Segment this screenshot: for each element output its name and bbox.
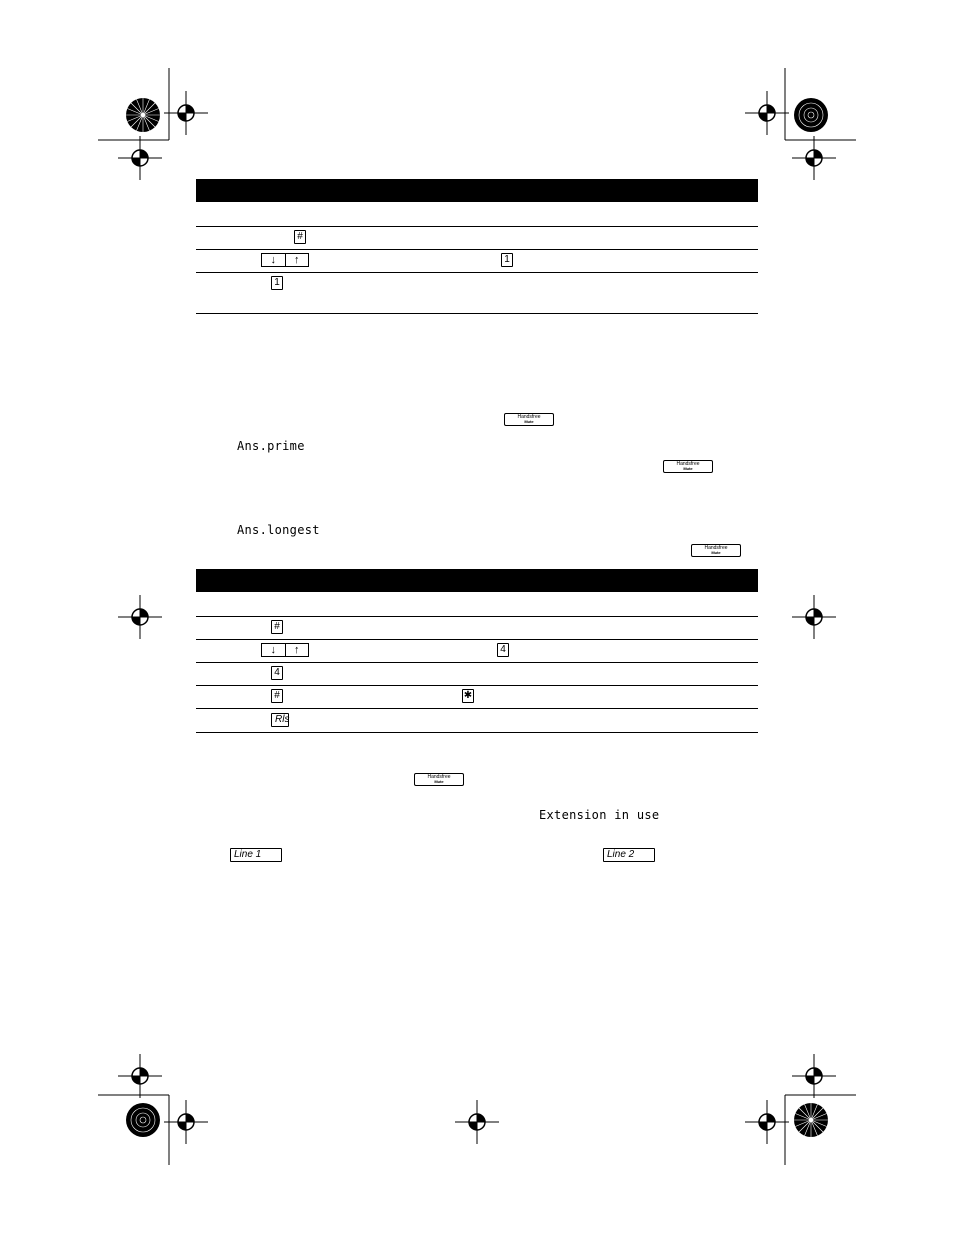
table1-row-divider [196, 226, 758, 227]
handsfree-mute-key: Handsfree Mute [504, 413, 554, 426]
hash-key: # [271, 620, 283, 634]
handsfree-mute-key: Handsfree Mute [691, 544, 741, 557]
table2-row-divider [196, 639, 758, 640]
one-key: 1 [501, 253, 513, 267]
line1-key: Line 1 [230, 848, 282, 862]
rls-key: Rls [271, 713, 289, 727]
table2-row-divider [196, 708, 758, 709]
hash-key: # [271, 689, 283, 703]
display-ans-prime: Ans.prime [237, 439, 305, 453]
table2-row-divider [196, 616, 758, 617]
star-key: ✱ [463, 690, 473, 701]
handsfree-mute-key: Handsfree Mute [663, 460, 713, 473]
hash-key: # [294, 230, 306, 244]
table1-header-bar [196, 179, 758, 202]
four-key: 4 [497, 643, 509, 657]
one-key: 1 [271, 276, 283, 290]
arrow-keys [261, 253, 309, 267]
table1-row-divider [196, 272, 758, 273]
table1-row-divider [196, 249, 758, 250]
table1-bottom-rule [196, 313, 758, 314]
arrow-keys [261, 643, 309, 657]
line2-key: Line 2 [603, 848, 655, 862]
table2-header-bar [196, 569, 758, 592]
handsfree-mute-key: Handsfree Mute [414, 773, 464, 786]
display-extension-in-use: Extension in use [539, 808, 660, 822]
up-arrow-icon: ↑ [294, 644, 300, 656]
display-ans-longest: Ans.longest [237, 523, 320, 537]
table2-row-divider [196, 662, 758, 663]
down-arrow-icon: ↓ [262, 254, 286, 266]
table2-row-divider [196, 685, 758, 686]
table2-bottom-rule [196, 732, 758, 733]
four-key: 4 [271, 666, 283, 680]
down-arrow-icon: ↓ [262, 644, 286, 656]
up-arrow-icon: ↑ [294, 254, 300, 266]
